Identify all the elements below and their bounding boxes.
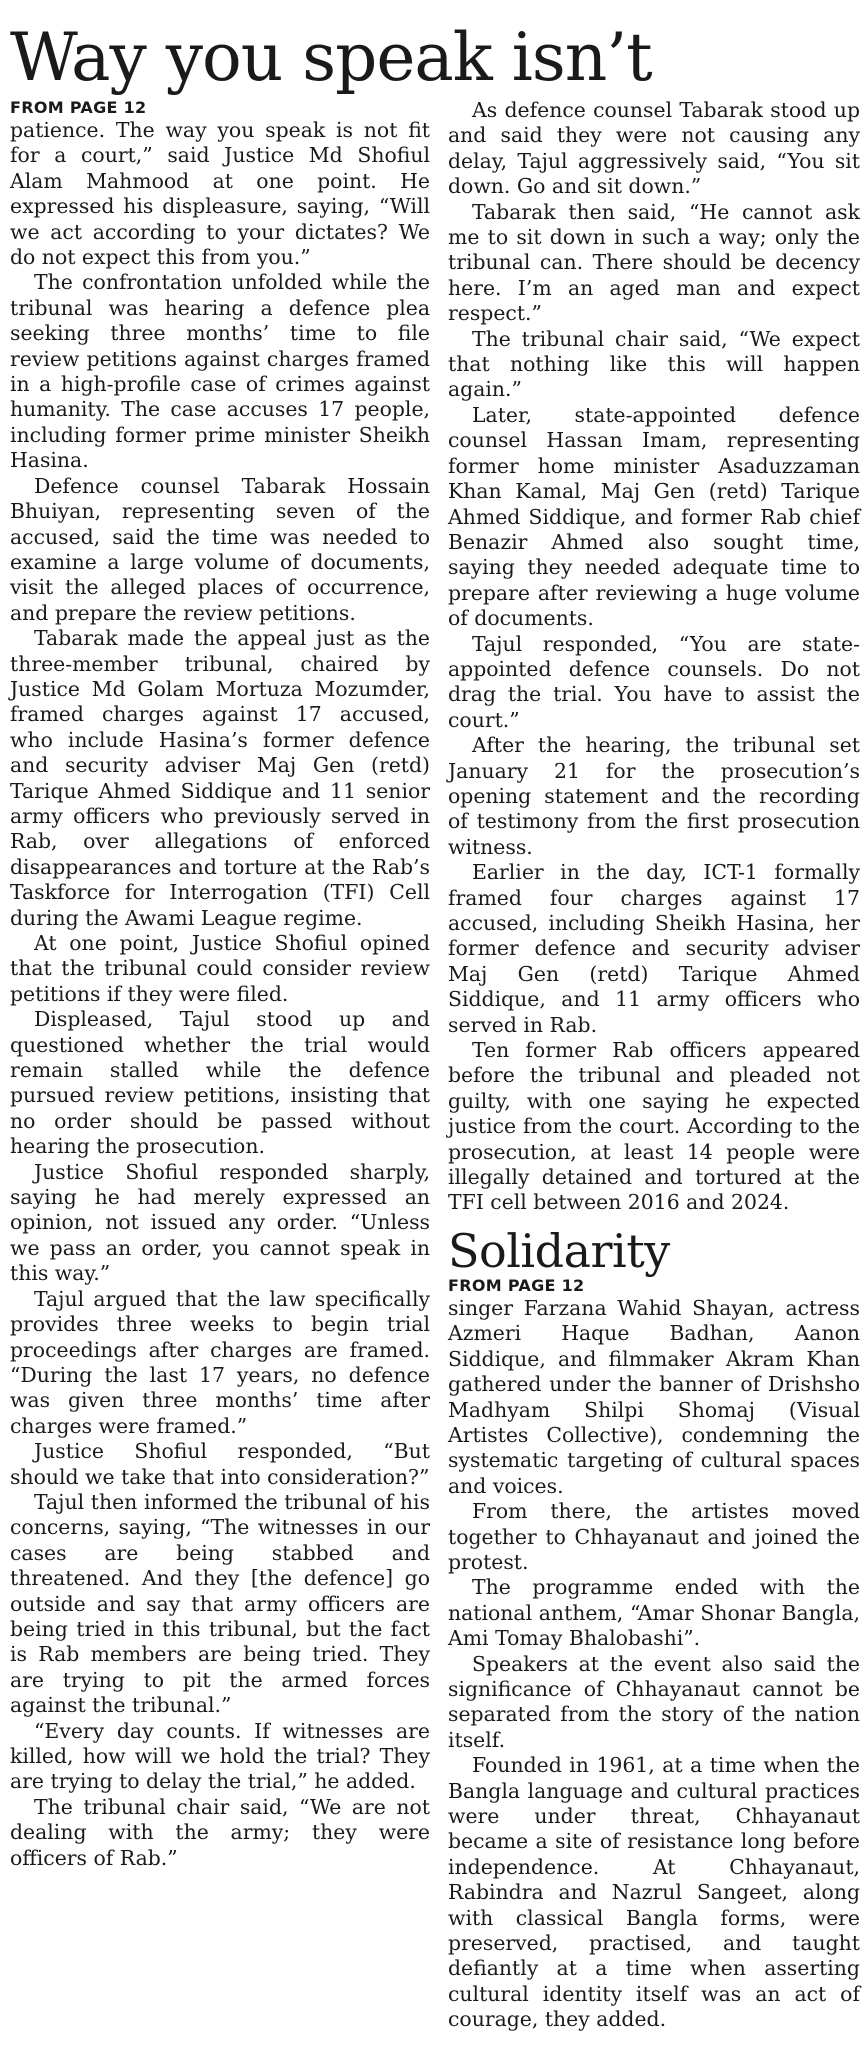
solidarity-paragraph: Speakers at the event also said the significance of Chhayanaut cannot be separated from the story of the nation itself.	[448, 1651, 860, 1752]
article-paragraph: As defence counsel Tabarak stood up and said they were not causing any delay, Tajul aggressively said, “You sit down. Go and sit down.”	[448, 98, 860, 199]
article-paragraph: At one point, Justice Shofiul opined that the tribunal could consider review petitions if they were filed.	[10, 931, 430, 1006]
article-paragraph: Tabarak then said, “He cannot ask me to sit down in such a way; only the tribunal can. There should be decency here. I’m an aged man and expect respect.”	[448, 199, 860, 326]
article-paragraph: Justice Shofiul responded, “But should we take that into consideration?”	[10, 1439, 430, 1489]
left-column	[10, 98, 430, 1871]
article-paragraph: The tribunal chair said, “We are not dealing with the army; they were officers of Rab.”	[10, 1794, 430, 1870]
article-paragraph: Earlier in the day, ICT-1 formally framed four charges against 17 accused, including Sheikh Hasina, her former defence and security adviser Maj Gen (retd) Tarique Ahmed Siddique, and 11 army officers who served in Rab.	[448, 860, 860, 1037]
solidarity-kicker: FROM PAGE 12	[448, 1275, 585, 1295]
article-paragraph: Later, state-appointed defence counsel Hassan Imam, representing former home minister Asaduzzaman Khan Kamal, Maj Gen (retd) Tarique Ahmed Siddique, and former Rab chief Benazir Ahmed also sought time, saying they needed adequate time to prepare after reviewing a huge volume of documents.	[448, 402, 860, 631]
article-paragraph: Ten former Rab officers appeared before the tribunal and pleaded not guilty, with one saying he expected justice from the court. According to the prosecution, at least 14 people were illegally detained and tortured at the TFI cell between 2016 and 2024.	[448, 1038, 860, 1215]
right-column	[448, 98, 860, 2033]
solidarity-paragraph: singer Farzana Wahid Shayan, actress Azmeri Haque Badhan, Aanon Siddique, and filmmaker Akram Khan gathered under the banner of Drishsho Madhyam Shilpi Shomaj (Visual Artistes Collective), condemning the systematic targeting of cultural spaces and voices.	[448, 1295, 860, 1498]
article-kicker: FROM PAGE 12	[10, 98, 147, 117]
article-paragraph: The tribunal chair said, “We expect that nothing like this will happen again.”	[448, 326, 860, 402]
solidarity-paragraph: Founded in 1961, at a time when the Bangla language and cultural practices were under threat, Chhayanaut became a site of resistance long before independence. At Chhayanaut, Rabindra and Nazrul Sangeet, along with classical Bangla forms, were preserved, practised, and taught defiantly at a time when asserting cultural identity itself was an act of courage, they added.	[448, 1753, 860, 2032]
article-paragraph: Tajul then informed the tribunal of his concerns, saying, “The witnesses in our cases are being stabbed and threatened. And they [the defence] go outside and say that army officers are being tried in this tribunal, but the fact is Rab members are being tried. They are trying to pit the armed forces against the tribunal.”	[10, 1489, 430, 1718]
article-paragraph: Justice Shofiul responded sharply, saying he had merely expressed an opinion, not issued any order. “Unless we pass an order, you cannot speak in this way.”	[10, 1159, 430, 1286]
article-paragraph: After the hearing, the tribunal set January 21 for the prosecution’s opening statement and the recording of testimony from the first prosecution witness.	[448, 733, 860, 859]
article-paragraph: Tabarak made the appeal just as the three-member tribunal, chaired by Justice Md Golam Mortuza Mozumder, framed charges against 17 accused, who include Hasina’s former defence and security adviser Maj Gen (retd) Tarique Ahmed Siddique and 11 senior army officers who previously served in Rab, over allegations of enforced disappearances and torture at the Rab’s Taskforce for Interrogation (TFI) Cell during the Awami League regime.	[10, 626, 430, 930]
article-paragraph: Displeased, Tajul stood up and questioned whether the trial would remain stalled while the defence pursued review petitions, insisting that no order should be passed without hearing the prosecution.	[10, 1007, 430, 1159]
solidarity-headline: Solidarity	[448, 1223, 670, 1278]
article-paragraph: The confrontation unfolded while the tribunal was hearing a defence plea seeking three months’ time to file review petitions against charges framed in a high-profile case of crimes against humanity. The case accuses 17 people, including former prime minister Sheikh Hasina.	[10, 270, 430, 473]
article-paragraph: Defence counsel Tabarak Hossain Bhuiyan, representing seven of the accused, said the time was needed to examine a large volume of documents, visit the alleged places of occurrence, and prepare the review petitions.	[10, 473, 430, 625]
article-paragraph: patience. The way you speak is not fit for a court,” said Justice Md Shofiul Alam Mahmood at one point. He expressed his displeasure, saying, “Will we act according to your dictates? We do not expect this from you.”	[10, 118, 430, 270]
article-paragraph: Tajul responded, “You are state-appointed defence counsels. Do not drag the trial. You have to assist the court.”	[448, 631, 860, 732]
article-paragraph: Tajul argued that the law specifically provides three weeks to begin trial proceedings after charges are framed. “During the last 17 years, no defence was given three months’ time after charges were framed.”	[10, 1286, 430, 1438]
solidarity-paragraph: From there, the artistes moved together to Chhayanaut and joined the protest.	[448, 1499, 860, 1574]
article-headline: Way you speak isn’t	[10, 19, 652, 96]
solidarity-paragraph: The programme ended with the national anthem, “Amar Shonar Bangla, Ami Tomay Bhalobashi”.	[448, 1575, 860, 1651]
article-paragraph: “Every day counts. If witnesses are killed, how will we hold the trial? They are trying to delay the trial,” he added.	[10, 1718, 430, 1794]
